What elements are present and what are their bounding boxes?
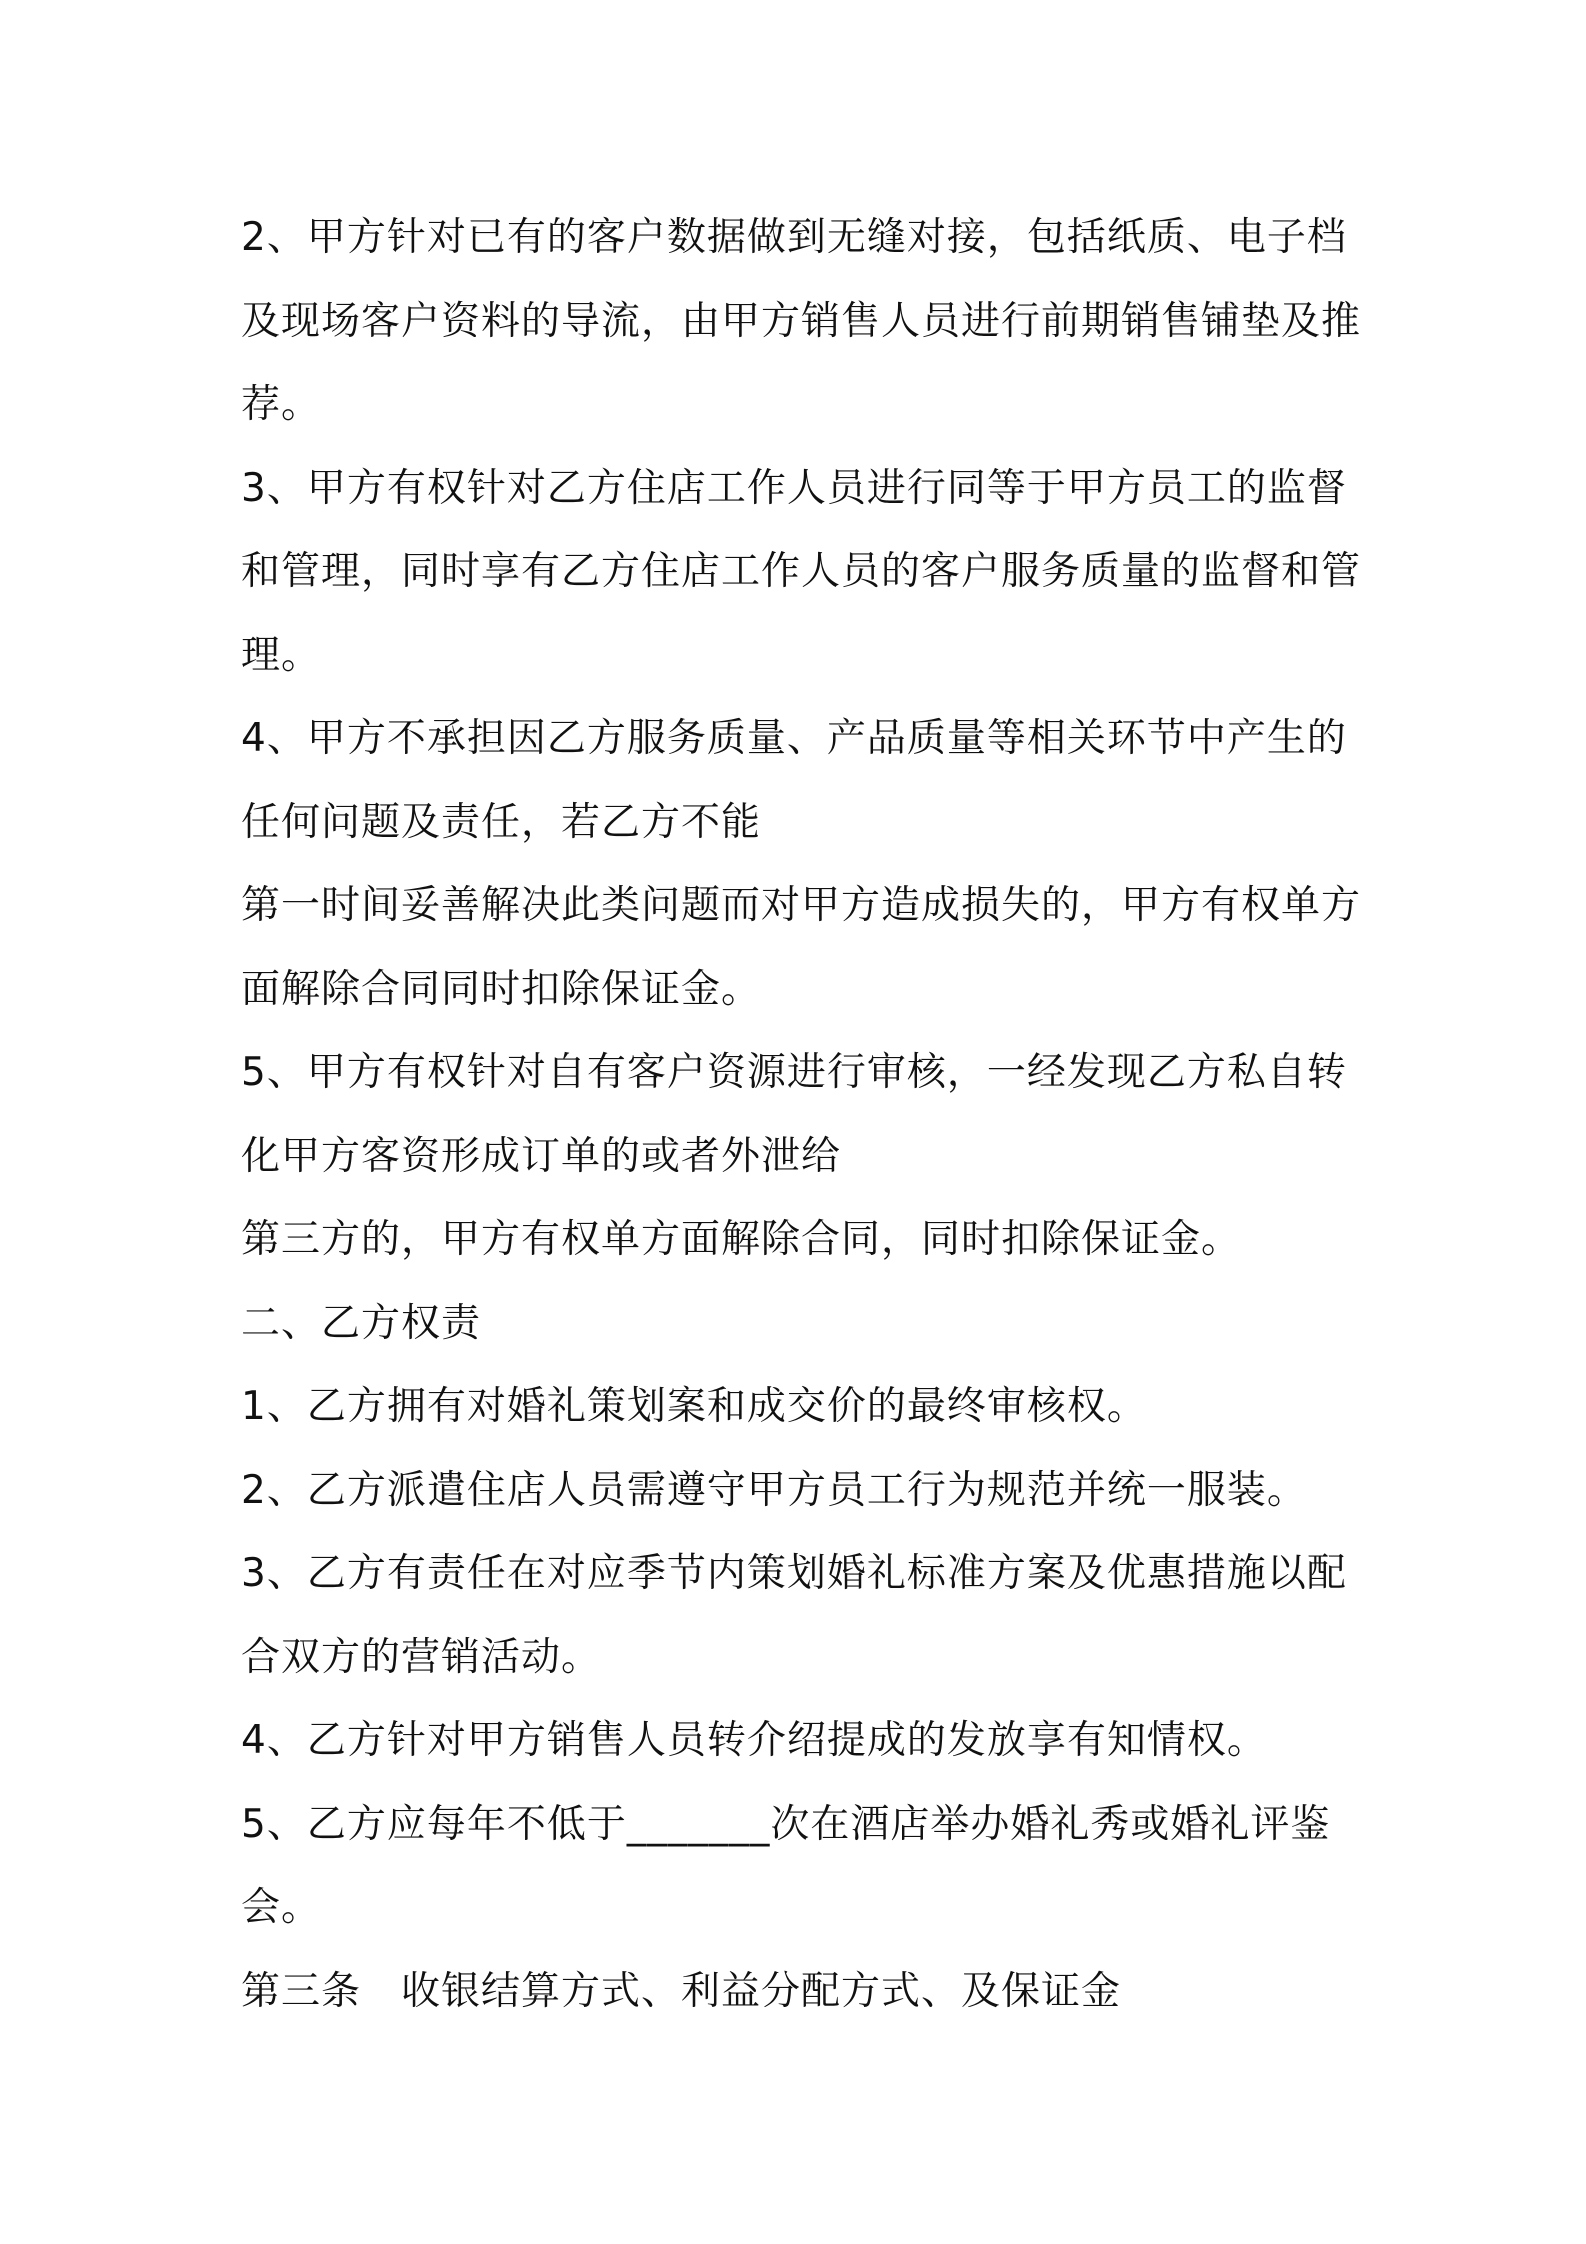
- text-line-13: 第三方的，甲方有权单方面解除合同，同时扣除保证金。: [241, 1217, 1242, 1262]
- text-line-7: 4、甲方不承担因乙方服务质量、产品质量等相关环节中产生的: [241, 716, 1347, 761]
- text-line-21: 会。: [241, 1885, 322, 1930]
- text-line-3: 荐。: [241, 382, 322, 427]
- text-line-2: 及现场客户资料的导流，由甲方销售人员进行前期销售铺垫及推: [241, 298, 1362, 344]
- text-line-1: 2、甲方针对已有的客户数据做到无缝对接，包括纸质、电子档: [241, 215, 1347, 260]
- text-line-15: 1、乙方拥有对婚礼策划案和成交价的最终审核权。: [241, 1384, 1147, 1429]
- article-number: 第三条: [241, 1968, 362, 2014]
- text-line-4: 3、甲方有权针对乙方住店工作人员进行同等于甲方员工的监督: [241, 465, 1347, 511]
- text-line-17: 3、乙方有责任在对应季节内策划婚礼标准方案及优惠措施以配: [241, 1551, 1347, 1596]
- document-body: [241, 196, 1362, 2033]
- section-heading: 二、乙方权责: [241, 1300, 482, 1346]
- article-title: 收银结算方式、利益分配方式、及保证金: [401, 1968, 1122, 2014]
- text-line-6: 理。: [241, 632, 322, 678]
- text-line-9: 第一时间妥善解决此类问题而对甲方造成损失的，甲方有权单方: [241, 883, 1362, 928]
- text-line-10: 面解除合同同时扣除保证金。: [241, 966, 762, 1012]
- text-line-18: 合双方的营销活动。: [241, 1634, 602, 1680]
- text-line-5: 和管理，同时享有乙方住店工作人员的客户服务质量的监督和管: [241, 549, 1362, 594]
- text-line-16: 2、乙方派遣住店人员需遵守甲方员工行为规范并统一服装。: [241, 1467, 1307, 1513]
- text-line-11: 5、甲方有权针对自有客户资源进行审核，一经发现乙方私自转: [241, 1050, 1347, 1095]
- text-line-12: 化甲方客资形成订单的或者外泄给: [241, 1133, 842, 1179]
- text-line-19: 4、乙方针对甲方销售人员转介绍提成的发放享有知情权。: [241, 1718, 1267, 1763]
- text-line-20: 5、乙方应每年不低于_______次在酒店举办婚礼秀或婚礼评鉴: [241, 1801, 1331, 1847]
- article-heading: [241, 1950, 1351, 2034]
- text-line-8: 任何问题及责任，若乙方不能: [241, 799, 762, 845]
